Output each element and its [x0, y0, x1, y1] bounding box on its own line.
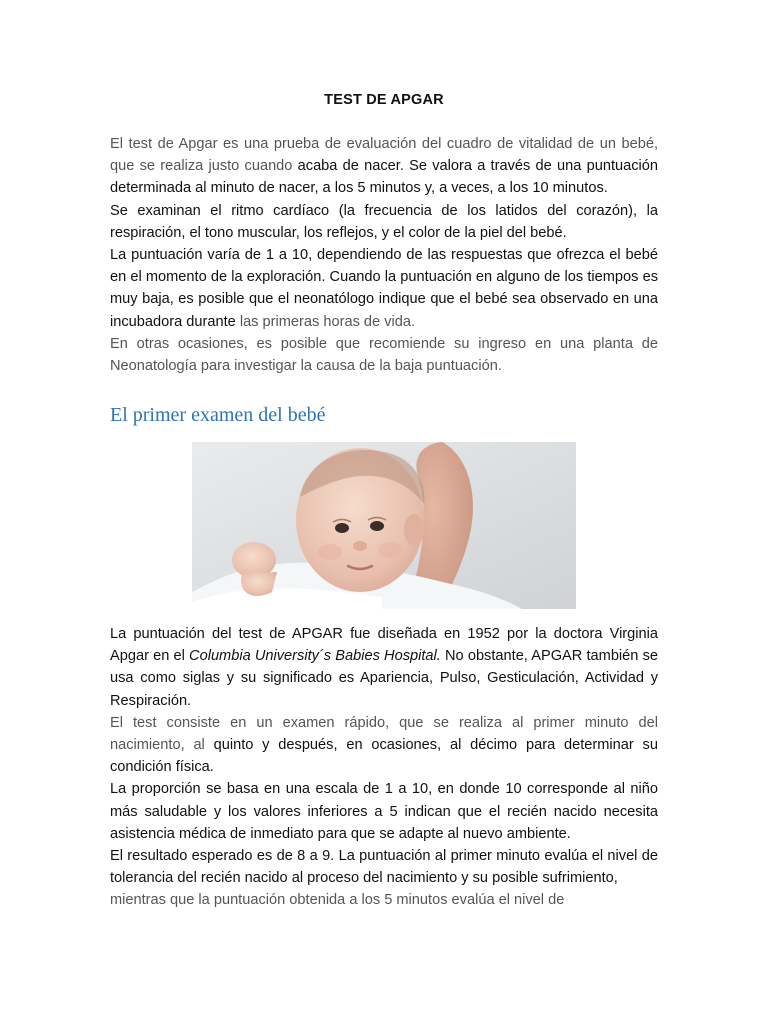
paragraph-score-part-b: las primeras horas de vida.: [239, 313, 416, 330]
intro-section: [110, 133, 658, 377]
paragraph-result: El resultado esperado es de 8 a 9. La puntuación al primer minuto evalúa el nivel de tolerancia del recién nacido al proceso del nacimiento y su posible sufrimiento,: [110, 848, 658, 887]
paragraph-history: [110, 623, 658, 712]
baby-photo: [192, 442, 576, 609]
document-title: TEST DE APGAR: [324, 92, 444, 108]
paragraph-exam: [110, 712, 658, 779]
paragraph-five-minutes: mientras que la puntuación obtenida a los 5 minutos evalúa el nivel de: [110, 892, 565, 909]
section-heading: El primer examen del bebé: [110, 404, 326, 426]
paragraph-history-part-a: La puntuación del test de APGAR fue diseñada en 1952 por la doctora Virginia Apgar en el: [110, 626, 658, 665]
paragraph-intro-part-b: acaba de nacer. Se valora a través de una puntuación determinada al minuto de nacer, a los 5 minutos y, a veces, a los 10 minutos.: [110, 158, 659, 197]
paragraph-other-cases: En otras ocasiones, es posible que recomiende su ingreso en una planta de Neonatología para investigar la causa de la baja puntuación.: [110, 335, 658, 375]
hospital-name: Columbia University´s Babies Hospital.: [189, 648, 441, 665]
paragraph-scale: La proporción se basa en una escala de 1 a 10, en donde 10 corresponde al niño más saludable y los valores inferiores a 5 indican que el recién nacido necesita asistencia médica de inmediato para que se adapte al nuevo ambiente.: [110, 781, 658, 842]
paragraph-exam-part-a: El test consiste en un examen rápido, que se realiza al primer minuto del nacimiento, al: [110, 714, 658, 754]
paragraph-score: [110, 244, 658, 333]
paragraph-intro-part-a: El test de Apgar es una prueba de evaluación del cuadro de vitalidad de un bebé, que se realiza justo cuando: [110, 136, 658, 175]
paragraph-exam-part-b: quinto y después, en ocasiones, al décimo para determinar su condición física.: [110, 737, 658, 776]
paragraph-score-part-a: La puntuación varía de 1 a 10, dependiendo de las respuestas que ofrezca el bebé en el momento de la exploración. Cuando la puntuación en alguno de los tiempos es muy baja, es posible que el neonatólogo indique que el bebé sea observado en una incubadora durante: [110, 247, 658, 330]
history-section: [110, 623, 658, 912]
paragraph-history-part-c: No obstante, APGAR también se usa como siglas y su significado es Apariencia, Pulso, Gesticulación, Actividad y Respiración.: [110, 648, 658, 709]
paragraph-intro: [110, 133, 658, 200]
paragraph-parameters: Se examinan el ritmo cardíaco (la frecuencia de los latidos del corazón), la respiración, el tono muscular, los reflejos, y el color de la piel del bebé.: [110, 202, 658, 241]
